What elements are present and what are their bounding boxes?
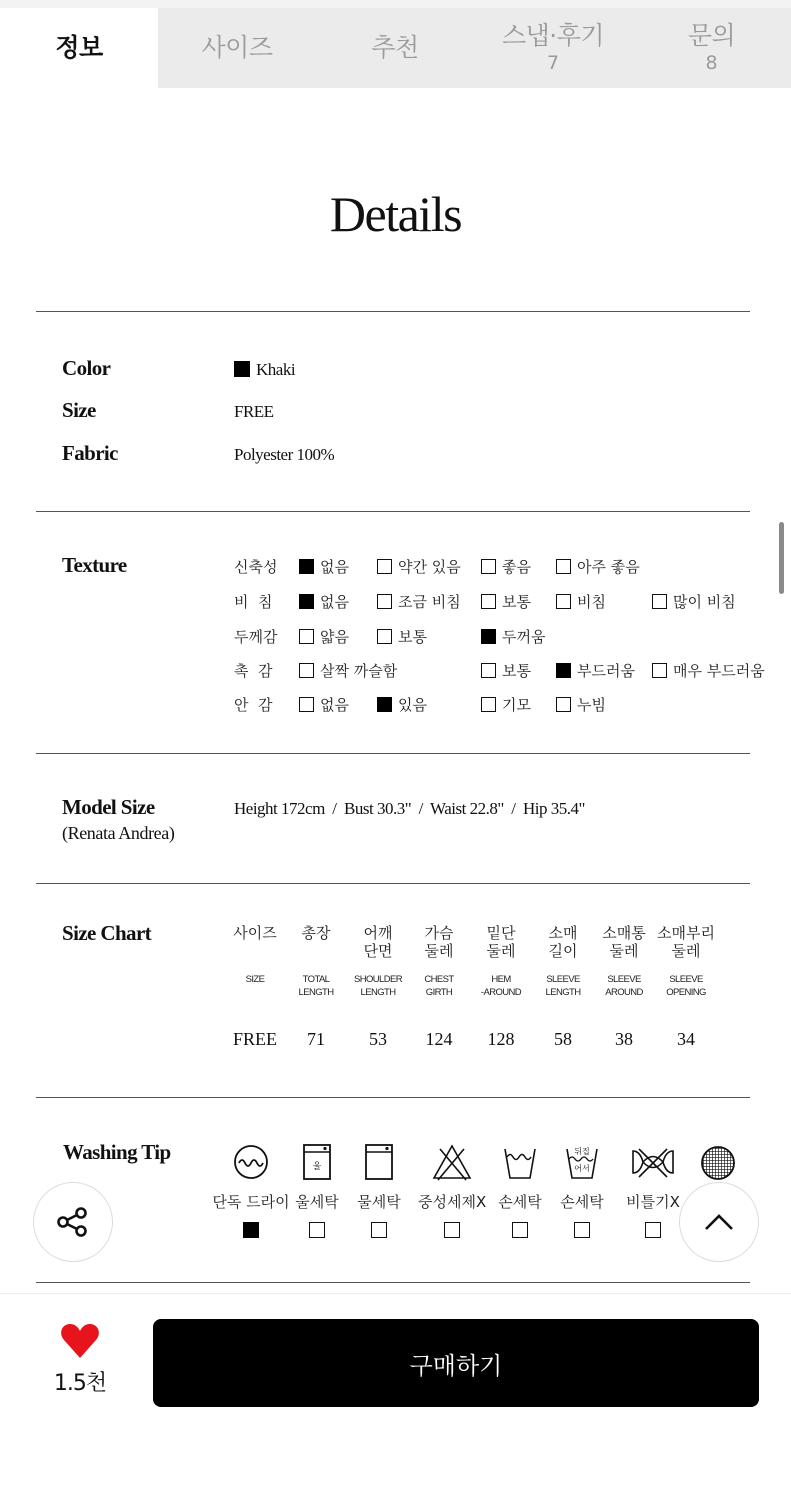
size-value: FREE: [234, 402, 274, 421]
checkbox-unchecked: [377, 559, 392, 574]
column-ko: 소매: [548, 924, 578, 942]
tab-recommend[interactable]: [316, 8, 474, 88]
scroll-to-top-button[interactable]: [679, 1182, 759, 1262]
texture-option[interactable]: [377, 626, 427, 647]
tab-count: 7: [546, 52, 560, 74]
texture-option[interactable]: [481, 591, 531, 612]
scrollbar[interactable]: [779, 522, 784, 594]
washing-item: [698, 1145, 738, 1181]
washing-item: [494, 1143, 546, 1240]
option-text: 살짝 까슬함: [320, 662, 398, 680]
checkbox-checked: [377, 697, 392, 712]
column-ko: [220, 942, 290, 960]
texture-row-name: 안 감: [234, 696, 273, 714]
option-text: 부드러움: [577, 662, 635, 680]
washing-label: 물세탁: [357, 1193, 401, 1211]
checkbox-unchecked[interactable]: [309, 1222, 325, 1238]
column-en: SLEEVE: [669, 974, 703, 985]
column-value: 58: [554, 1029, 572, 1049]
tab-size[interactable]: [158, 8, 316, 88]
checkbox-checked: [299, 559, 314, 574]
checkbox-checked[interactable]: [243, 1222, 259, 1238]
wool-wash-icon: [301, 1143, 333, 1181]
column-en: SHOULDER: [354, 974, 402, 985]
checkbox-checked: [481, 629, 496, 644]
washing-item: [418, 1143, 486, 1240]
tab-count: 8: [705, 52, 718, 74]
model-size-label: Model Size: [62, 795, 155, 819]
svg-text:울: 울: [312, 1162, 322, 1172]
no-wring-icon: [630, 1143, 676, 1181]
texture-option[interactable]: [377, 556, 461, 577]
size-chart-column: [589, 924, 659, 1050]
texture-option[interactable]: [556, 591, 606, 612]
checkbox-unchecked: [556, 697, 571, 712]
option-text: 보통: [398, 628, 427, 646]
texture-option[interactable]: [481, 694, 531, 715]
column-ko: 사이즈: [233, 924, 277, 942]
hand-wash-inside-out-icon: [564, 1143, 600, 1181]
checkbox-unchecked: [556, 594, 571, 609]
dry-clean-only-icon: [232, 1143, 270, 1181]
column-en: LENGTH: [545, 987, 581, 998]
texture-option[interactable]: [481, 626, 545, 647]
texture-option[interactable]: [556, 556, 640, 577]
checkbox-unchecked: [481, 594, 496, 609]
washing-label: 손세탁: [498, 1193, 542, 1211]
washing-item: [556, 1143, 608, 1240]
column-ko: 길이: [548, 942, 578, 960]
checkbox-checked: [299, 594, 314, 609]
chevron-up-icon: [702, 1210, 736, 1234]
tab-label: 사이즈: [201, 33, 273, 62]
svg-text:어서: 어서: [574, 1164, 590, 1173]
checkbox-unchecked: [299, 663, 314, 678]
column-value: 124: [425, 1029, 453, 1049]
share-icon: [53, 1202, 93, 1242]
tab-label: 문의: [687, 21, 736, 50]
column-ko: 둘레: [671, 942, 701, 960]
texture-option[interactable]: [299, 626, 349, 647]
column-en: CHEST: [424, 974, 454, 985]
like-count: 1.5천: [53, 1371, 107, 1396]
tab-label: 정보: [55, 33, 103, 62]
texture-row-name: 비 침: [234, 593, 273, 611]
column-ko: 가슴: [424, 924, 454, 942]
no-bleach-icon: [431, 1143, 473, 1181]
texture-option[interactable]: [299, 556, 349, 577]
heart-icon: [59, 1322, 101, 1360]
tab-snap-review[interactable]: [474, 8, 632, 88]
checkbox-unchecked: [652, 663, 667, 678]
checkbox-unchecked: [299, 629, 314, 644]
washing-label: 손세탁: [560, 1193, 604, 1211]
column-value: 34: [677, 1029, 695, 1049]
checkbox-unchecked: [556, 559, 571, 574]
page-title: Details: [329, 186, 462, 242]
like-button[interactable]: [40, 1322, 120, 1397]
texture-row-name: 촉 감: [234, 662, 273, 680]
checkbox-unchecked: [299, 697, 314, 712]
checkbox-unchecked[interactable]: [512, 1222, 528, 1238]
size-chart-column: [220, 924, 290, 1050]
model-name: (Renata Andrea): [62, 823, 175, 843]
column-en: OPENING: [666, 987, 706, 998]
color-value: [234, 360, 295, 380]
checkbox-unchecked: [377, 594, 392, 609]
checkbox-unchecked: [481, 559, 496, 574]
option-text: 비침: [577, 593, 606, 611]
option-text: 보통: [502, 593, 531, 611]
texture-option[interactable]: [299, 591, 349, 612]
checkbox-unchecked: [481, 663, 496, 678]
divider: [36, 1097, 750, 1098]
share-button[interactable]: [33, 1182, 113, 1262]
hand-wash-icon: [502, 1143, 538, 1181]
column-en: TOTAL: [302, 974, 330, 985]
column-value: FREE: [232, 1029, 277, 1049]
column-en: GIRTH: [425, 987, 453, 998]
tab-info[interactable]: [0, 8, 158, 88]
fabric-value: Polyester 100%: [234, 445, 335, 464]
column-en: HEM: [491, 974, 511, 985]
texture-option[interactable]: [481, 556, 531, 577]
option-text: 매우 부드러움: [673, 662, 765, 680]
texture-option[interactable]: [481, 660, 531, 681]
checkbox-unchecked[interactable]: [645, 1222, 661, 1238]
option-text: 없음: [320, 696, 349, 714]
texture-label: Texture: [62, 553, 127, 577]
tab-inquiry[interactable]: [632, 8, 791, 88]
column-en: SIZE: [245, 974, 265, 985]
size-chart-column: [404, 924, 474, 1050]
divider: [36, 311, 750, 312]
column-en: LENGTH: [298, 987, 334, 998]
column-en: SLEEVE: [546, 974, 580, 985]
column-ko: 소매통: [602, 924, 646, 942]
column-value: 53: [369, 1029, 387, 1049]
checkbox-unchecked[interactable]: [371, 1222, 387, 1238]
tab-bar: [0, 8, 791, 88]
option-text: 없음: [320, 593, 349, 611]
texture-option[interactable]: [299, 660, 397, 681]
divider: [36, 883, 750, 884]
washing-label: 중성세제X: [418, 1193, 487, 1211]
model-measurements: Height 172cm / Bust 30.3" / Waist 22.8" / Hip 35.4": [234, 799, 585, 818]
top-strip: [0, 0, 791, 8]
texture-option[interactable]: [377, 694, 427, 715]
option-text: 조금 비침: [398, 593, 461, 611]
size-chart-label: Size Chart: [62, 921, 152, 945]
column-value: 128: [487, 1029, 515, 1049]
water-wash-icon: [363, 1143, 395, 1181]
fabric-label: Fabric: [62, 441, 118, 465]
color-swatch: [234, 361, 250, 377]
size-chart-column: [343, 924, 413, 1050]
size-chart-column: [281, 924, 351, 1050]
divider: [36, 753, 750, 754]
size-chart-column: [466, 924, 536, 1050]
checkbox-unchecked[interactable]: [444, 1222, 460, 1238]
column-ko: 총장: [301, 924, 331, 942]
texture-option[interactable]: [652, 591, 736, 612]
washing-label: 비틀기X: [626, 1193, 680, 1211]
size-label: Size: [62, 398, 96, 422]
column-en: LENGTH: [360, 987, 396, 998]
column-value: 38: [615, 1029, 633, 1049]
column-en: [220, 986, 290, 999]
column-ko: 어깨: [363, 924, 393, 942]
washing-item: [290, 1143, 344, 1240]
column-ko: 둘레: [609, 942, 639, 960]
option-text: 많이 비침: [673, 593, 736, 611]
column-ko: 소매부리: [657, 924, 715, 942]
checkbox-unchecked: [481, 697, 496, 712]
column-ko: 둘레: [424, 942, 454, 960]
divider: [36, 1282, 750, 1283]
washing-label: 울세탁: [295, 1193, 339, 1211]
column-value: 71: [307, 1029, 325, 1049]
texture-option[interactable]: [556, 694, 606, 715]
tab-label: 추천: [371, 33, 419, 62]
column-ko: 둘레: [486, 942, 516, 960]
laundry-net-icon: [700, 1145, 736, 1181]
option-text: 보통: [502, 662, 531, 680]
option-text: 기모: [502, 696, 531, 714]
svg-text:뒤집: 뒤집: [574, 1147, 590, 1156]
color-text: Khaki: [256, 360, 296, 379]
washing-label: 단독 드라이: [212, 1193, 290, 1211]
checkbox-checked: [556, 663, 571, 678]
column-ko: 단면: [363, 942, 393, 960]
option-text: 없음: [320, 558, 349, 576]
option-text: 약간 있음: [398, 558, 461, 576]
washing-item: [210, 1143, 292, 1240]
option-text: 두꺼움: [502, 628, 546, 646]
size-chart-column: [528, 924, 598, 1050]
option-text: 좋음: [502, 558, 531, 576]
buy-button[interactable]: 구매하기: [153, 1319, 759, 1407]
size-chart-column: [651, 924, 721, 1050]
texture-row-name: 두께감: [234, 628, 278, 646]
option-text: 아주 좋음: [577, 558, 640, 576]
tab-label: 스냅·후기: [501, 21, 605, 50]
checkbox-unchecked: [377, 629, 392, 644]
option-text: 있음: [398, 696, 427, 714]
option-text: 누빔: [577, 696, 606, 714]
option-text: 얇음: [320, 628, 349, 646]
washing-item: [622, 1143, 684, 1240]
column-en: -AROUND: [480, 987, 522, 998]
texture-option[interactable]: [377, 591, 461, 612]
column-ko: [281, 942, 351, 960]
texture-option[interactable]: [556, 660, 635, 681]
texture-option[interactable]: [299, 694, 349, 715]
divider: [36, 511, 750, 512]
column-en: AROUND: [605, 987, 643, 998]
washing-tip-label: Washing Tip: [63, 1140, 171, 1164]
column-ko: 밑단: [486, 924, 516, 942]
checkbox-unchecked: [652, 594, 667, 609]
column-en: SLEEVE: [607, 974, 641, 985]
color-label: Color: [62, 356, 111, 380]
texture-option[interactable]: [652, 660, 765, 681]
texture-row-name: 신축성: [234, 558, 278, 576]
checkbox-unchecked[interactable]: [574, 1222, 590, 1238]
washing-item: [352, 1143, 406, 1240]
